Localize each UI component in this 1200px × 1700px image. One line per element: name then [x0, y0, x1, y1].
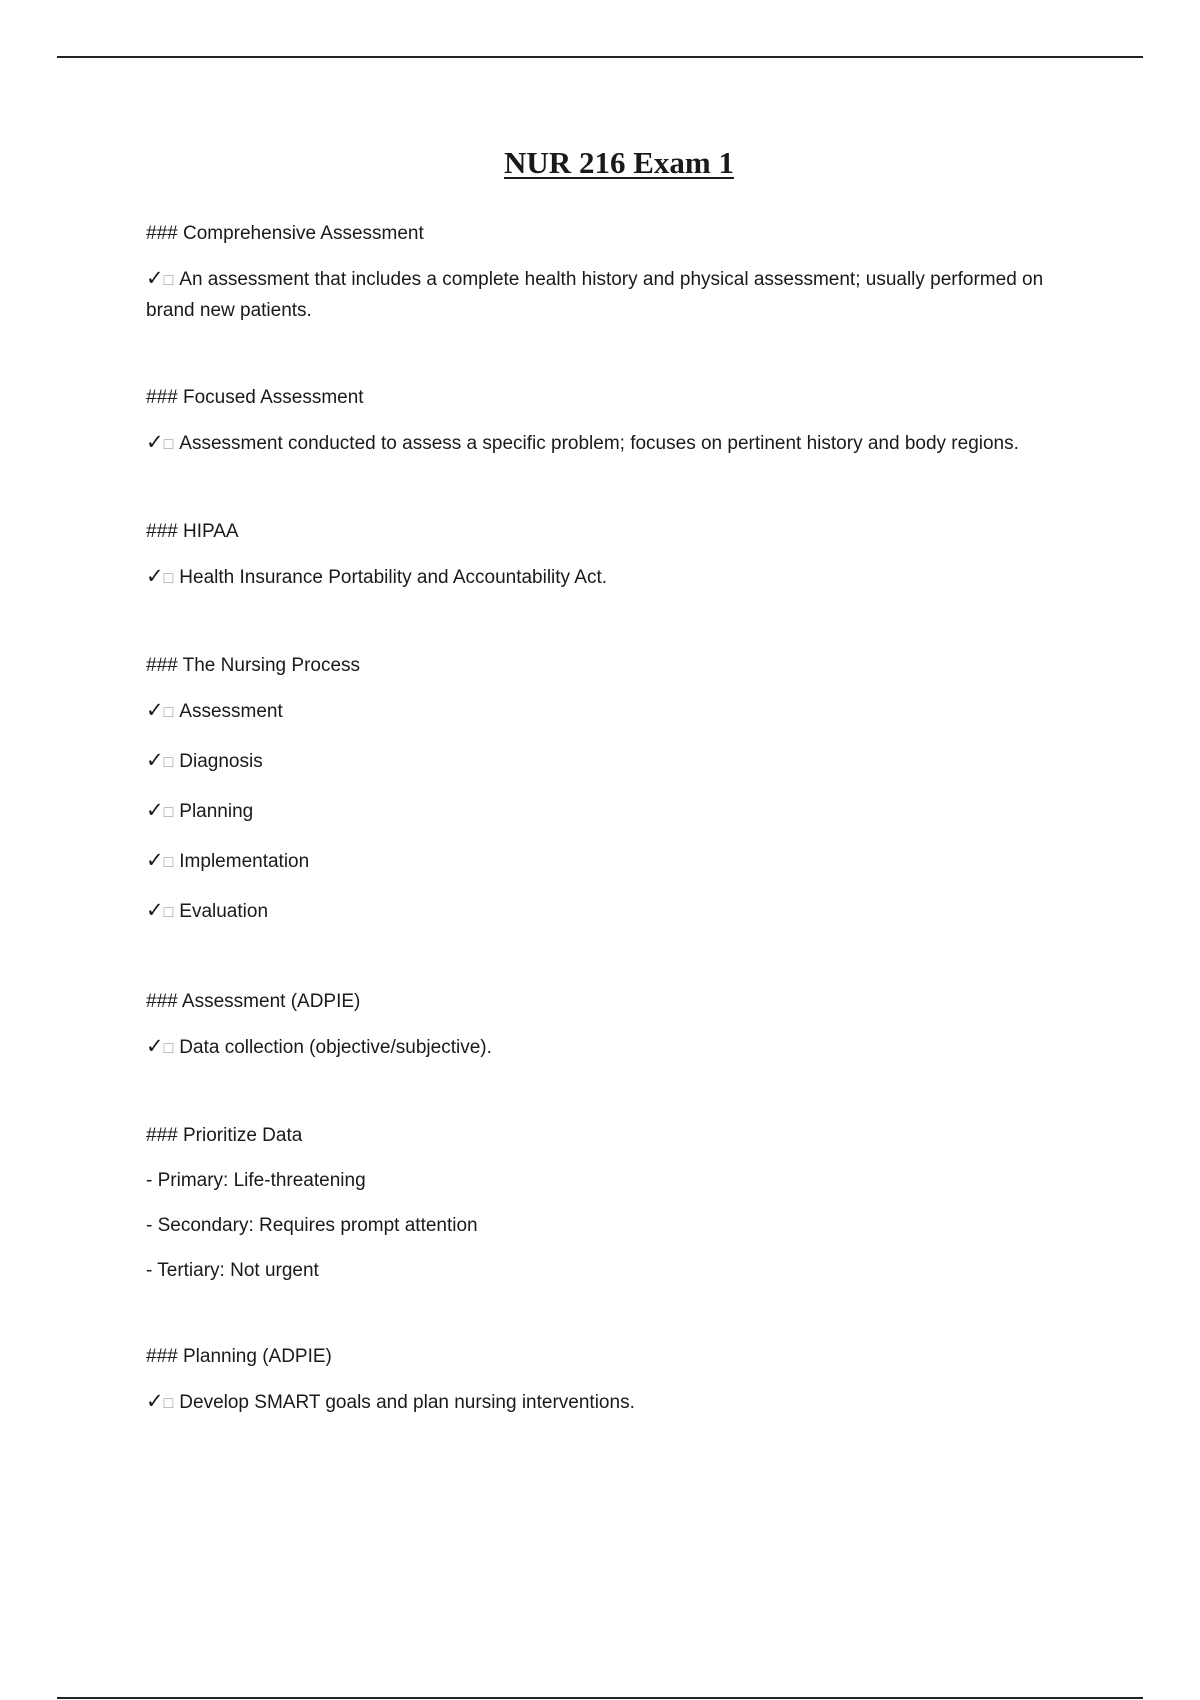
section-heading: ### The Nursing Process — [146, 655, 361, 676]
item-text: Data collection (objective/subjective). — [179, 1037, 492, 1058]
checkbox-icon: □ — [163, 904, 174, 921]
checkmark-icon: ✓ — [146, 699, 164, 722]
checkbox-icon: □ — [163, 704, 174, 721]
item-text: Diagnosis — [179, 751, 263, 772]
check-item — [146, 696, 1086, 728]
section-comprehensive-assessment — [146, 220, 1086, 326]
item-text: Develop SMART goals and plan nursing interventions. — [179, 1392, 635, 1413]
checkmark-icon: ✓ — [146, 1390, 164, 1413]
check-item — [146, 1387, 1086, 1419]
checkbox-icon: □ — [163, 272, 174, 289]
section-planning-adpie — [146, 1343, 1086, 1419]
list-item: - Tertiary: Not urgent — [146, 1260, 319, 1281]
checkbox-icon: □ — [163, 754, 174, 771]
checkmark-icon: ✓ — [146, 899, 164, 922]
checkbox-icon: □ — [163, 1395, 174, 1412]
checkbox-icon: □ — [163, 436, 174, 453]
list-item: - Primary: Life-threatening — [146, 1170, 366, 1191]
section-hipaa — [146, 518, 1086, 594]
section-heading: ### Planning (ADPIE) — [146, 1346, 332, 1367]
section-heading: ### Focused Assessment — [146, 387, 364, 408]
bottom-rule — [57, 1697, 1143, 1699]
checkmark-icon: ✓ — [146, 849, 164, 872]
section-prioritize-data — [146, 1122, 1086, 1285]
item-text: Health Insurance Portability and Accountability Act. — [179, 567, 608, 588]
checkmark-icon: ✓ — [146, 431, 164, 454]
checkmark-icon: ✓ — [146, 799, 164, 822]
top-rule — [57, 56, 1143, 58]
section-heading: ### HIPAA — [146, 521, 239, 542]
section-assessment-adpie — [146, 988, 1086, 1064]
section-heading: ### Prioritize Data — [146, 1125, 303, 1146]
check-item — [146, 846, 1086, 878]
check-item — [146, 1032, 1086, 1064]
check-item — [146, 746, 1086, 778]
checkbox-icon: □ — [163, 1040, 174, 1057]
check-item — [146, 428, 1086, 460]
check-item — [146, 562, 1086, 594]
section-focused-assessment — [146, 384, 1086, 460]
checkbox-icon: □ — [163, 570, 174, 587]
item-text: Implementation — [179, 851, 310, 872]
checkmark-icon: ✓ — [146, 749, 164, 772]
checkbox-icon: □ — [163, 854, 174, 871]
list-item: - Secondary: Requires prompt attention — [146, 1215, 478, 1236]
item-text: An assessment that includes a complete health history and physical assessment; usually performed on brand new patients. — [146, 269, 1044, 321]
checkmark-icon: ✓ — [146, 565, 164, 588]
checkmark-icon: ✓ — [146, 1035, 164, 1058]
check-item — [146, 896, 1086, 928]
section-heading: ### Comprehensive Assessment — [146, 223, 424, 244]
document-title: NUR 216 Exam 1 — [504, 145, 734, 180]
check-item — [146, 796, 1086, 828]
checkbox-icon: □ — [163, 804, 174, 821]
item-text: Assessment — [179, 701, 283, 722]
document-page — [146, 140, 1086, 1419]
item-text: Assessment conducted to assess a specific problem; focuses on pertinent history and body regions. — [179, 433, 1019, 454]
section-nursing-process — [146, 652, 1086, 928]
section-heading: ### Assessment (ADPIE) — [146, 991, 361, 1012]
check-item — [146, 264, 1086, 326]
item-text: Evaluation — [179, 901, 269, 922]
checkmark-icon: ✓ — [146, 267, 164, 290]
item-text: Planning — [179, 801, 254, 822]
